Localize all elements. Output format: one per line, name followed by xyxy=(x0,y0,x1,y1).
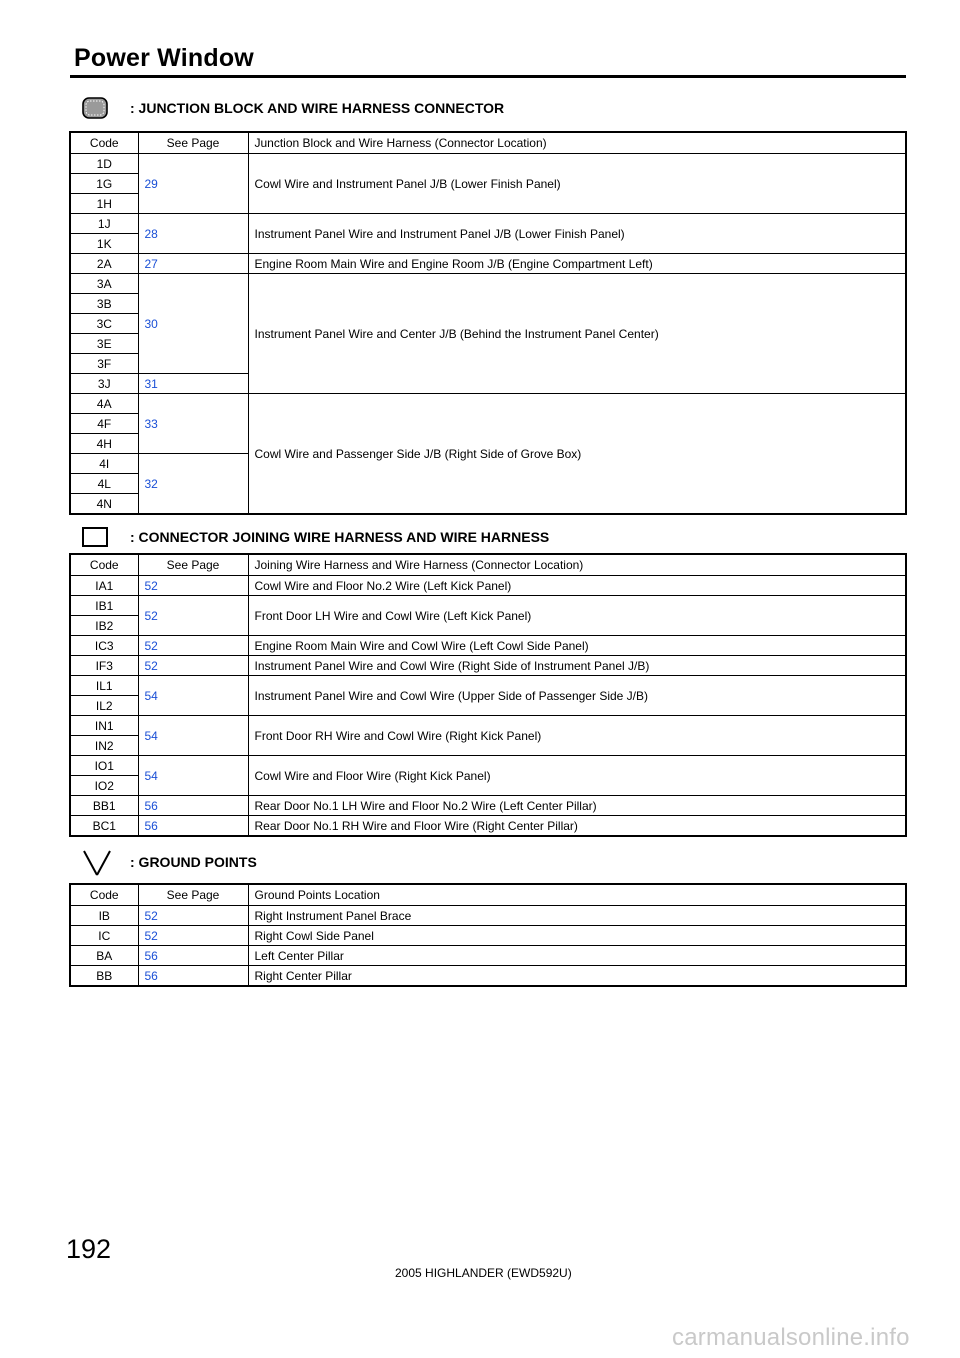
table-row xyxy=(70,906,906,926)
table-row xyxy=(70,576,906,596)
see-page-link[interactable]: 52 xyxy=(138,636,248,656)
table-row xyxy=(70,636,906,656)
table-row xyxy=(70,946,906,966)
code-cell: IB1 xyxy=(70,596,138,616)
location-cell: Instrument Panel Wire and Instrument Panel J/B (Lower Finish Panel) xyxy=(248,214,906,254)
table-row xyxy=(70,756,906,776)
location-cell: Cowl Wire and Instrument Panel J/B (Lower Finish Panel) xyxy=(248,154,906,214)
see-page-link[interactable]: 54 xyxy=(138,756,248,796)
code-cell: 4F xyxy=(70,414,138,434)
header-code: Code xyxy=(70,884,138,906)
code-cell: IN2 xyxy=(70,736,138,756)
page-number: 192 xyxy=(66,1234,112,1264)
connector-icon xyxy=(82,527,108,547)
header-location: Ground Points Location xyxy=(248,884,906,906)
table-row xyxy=(70,214,906,234)
code-cell: IB2 xyxy=(70,616,138,636)
code-cell: 3E xyxy=(70,334,138,354)
code-cell: IC3 xyxy=(70,636,138,656)
see-page-link[interactable]: 31 xyxy=(138,374,248,394)
title-rule xyxy=(70,75,906,78)
code-cell: IB xyxy=(70,906,138,926)
header-see-page: See Page xyxy=(138,884,248,906)
location-cell: Right Center Pillar xyxy=(248,966,906,987)
see-page-link[interactable]: 54 xyxy=(138,676,248,716)
code-cell: 4N xyxy=(70,494,138,515)
page-title: Power Window xyxy=(74,44,254,72)
code-cell: 3J xyxy=(70,374,138,394)
table-row xyxy=(70,274,906,294)
location-cell: Right Cowl Side Panel xyxy=(248,926,906,946)
location-cell: Left Center Pillar xyxy=(248,946,906,966)
table-header-row xyxy=(70,132,906,154)
code-cell: 3F xyxy=(70,354,138,374)
code-cell: IL2 xyxy=(70,696,138,716)
header-see-page: See Page xyxy=(138,132,248,154)
code-cell: 1H xyxy=(70,194,138,214)
code-cell: 1D xyxy=(70,154,138,174)
location-cell: Instrument Panel Wire and Center J/B (Behind the Instrument Panel Center) xyxy=(248,274,906,394)
see-page-link[interactable]: 56 xyxy=(138,816,248,837)
code-cell: IL1 xyxy=(70,676,138,696)
location-cell: Right Instrument Panel Brace xyxy=(248,906,906,926)
table-row xyxy=(70,796,906,816)
code-cell: IN1 xyxy=(70,716,138,736)
location-cell: Engine Room Main Wire and Cowl Wire (Left Cowl Side Panel) xyxy=(248,636,906,656)
ground-table xyxy=(69,883,907,987)
see-page-link[interactable]: 52 xyxy=(138,656,248,676)
location-cell: Instrument Panel Wire and Cowl Wire (Right Side of Instrument Panel J/B) xyxy=(248,656,906,676)
location-cell: Cowl Wire and Floor No.2 Wire (Left Kick Panel) xyxy=(248,576,906,596)
location-cell: Front Door RH Wire and Cowl Wire (Right Kick Panel) xyxy=(248,716,906,756)
watermark: carmanualsonline.info xyxy=(672,1324,910,1351)
code-cell: IO2 xyxy=(70,776,138,796)
see-page-link[interactable]: 30 xyxy=(138,274,248,374)
see-page-link[interactable]: 28 xyxy=(138,214,248,254)
table-row xyxy=(70,816,906,837)
code-cell: 1G xyxy=(70,174,138,194)
header-location: Junction Block and Wire Harness (Connector Location) xyxy=(248,132,906,154)
see-page-link[interactable]: 33 xyxy=(138,394,248,454)
table-header-row xyxy=(70,884,906,906)
table-row xyxy=(70,676,906,696)
code-cell: IA1 xyxy=(70,576,138,596)
connector-table xyxy=(69,553,907,837)
see-page-link[interactable]: 56 xyxy=(138,796,248,816)
code-cell: 3C xyxy=(70,314,138,334)
code-cell: 2A xyxy=(70,254,138,274)
code-cell: 3A xyxy=(70,274,138,294)
table-row xyxy=(70,596,906,616)
see-page-link[interactable]: 52 xyxy=(138,926,248,946)
header-code: Code xyxy=(70,554,138,576)
location-cell: Rear Door No.1 RH Wire and Floor Wire (Right Center Pillar) xyxy=(248,816,906,837)
see-page-link[interactable]: 27 xyxy=(138,254,248,274)
header-code: Code xyxy=(70,132,138,154)
location-cell: Instrument Panel Wire and Cowl Wire (Upper Side of Passenger Side J/B) xyxy=(248,676,906,716)
see-page-link[interactable]: 52 xyxy=(138,906,248,926)
code-cell: 1J xyxy=(70,214,138,234)
see-page-link[interactable]: 56 xyxy=(138,966,248,987)
code-cell: 1K xyxy=(70,234,138,254)
code-cell: 4L xyxy=(70,474,138,494)
code-cell: 4A xyxy=(70,394,138,414)
table-header-row xyxy=(70,554,906,576)
code-cell: 3B xyxy=(70,294,138,314)
table-row xyxy=(70,656,906,676)
junction-section-heading: : JUNCTION BLOCK AND WIRE HARNESS CONNECTOR xyxy=(130,100,505,116)
see-page-link[interactable]: 52 xyxy=(138,596,248,636)
table-row xyxy=(70,254,906,274)
junction-block-icon xyxy=(82,97,108,119)
code-cell: 4H xyxy=(70,434,138,454)
see-page-link[interactable]: 32 xyxy=(138,454,248,515)
table-row xyxy=(70,154,906,174)
see-page-link[interactable]: 56 xyxy=(138,946,248,966)
ground-point-icon xyxy=(82,849,112,877)
ground-section-heading: : GROUND POINTS xyxy=(130,854,257,870)
location-cell: Cowl Wire and Passenger Side J/B (Right Side of Grove Box) xyxy=(248,394,906,515)
code-cell: 4I xyxy=(70,454,138,474)
table-row xyxy=(70,966,906,987)
footer-text: 2005 HIGHLANDER (EWD592U) xyxy=(395,1266,572,1280)
code-cell: IO1 xyxy=(70,756,138,776)
code-cell: BB xyxy=(70,966,138,987)
code-cell: BC1 xyxy=(70,816,138,837)
header-location: Joining Wire Harness and Wire Harness (Connector Location) xyxy=(248,554,906,576)
location-cell: Engine Room Main Wire and Engine Room J/B (Engine Compartment Left) xyxy=(248,254,906,274)
code-cell: IF3 xyxy=(70,656,138,676)
code-cell: IC xyxy=(70,926,138,946)
location-cell: Rear Door No.1 LH Wire and Floor No.2 Wire (Left Center Pillar) xyxy=(248,796,906,816)
see-page-link[interactable]: 54 xyxy=(138,716,248,756)
see-page-link[interactable]: 29 xyxy=(138,154,248,214)
table-row xyxy=(70,394,906,414)
see-page-link[interactable]: 52 xyxy=(138,576,248,596)
location-cell: Front Door LH Wire and Cowl Wire (Left Kick Panel) xyxy=(248,596,906,636)
location-cell: Cowl Wire and Floor Wire (Right Kick Panel) xyxy=(248,756,906,796)
table-row xyxy=(70,716,906,736)
junction-table xyxy=(69,131,907,515)
table-row xyxy=(70,926,906,946)
connector-section-heading: : CONNECTOR JOINING WIRE HARNESS AND WIRE HARNESS xyxy=(130,529,550,545)
code-cell: BB1 xyxy=(70,796,138,816)
code-cell: BA xyxy=(70,946,138,966)
header-see-page: See Page xyxy=(138,554,248,576)
